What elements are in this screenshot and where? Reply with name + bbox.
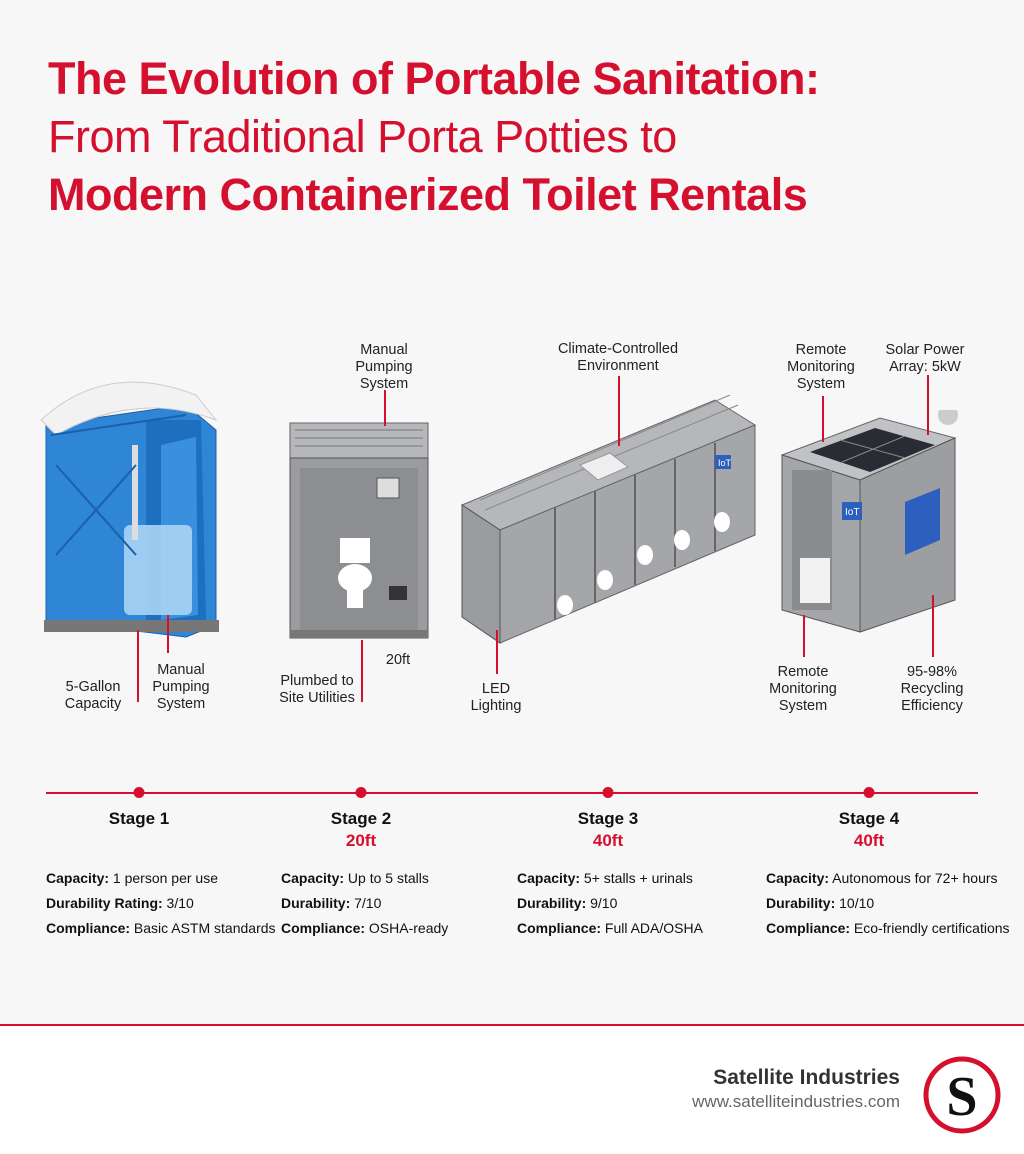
iot-badge: IoT xyxy=(718,458,732,468)
stage-title: Stage 1 xyxy=(108,809,170,828)
compliance-value: Eco-friendly certifications xyxy=(850,920,1010,936)
durability-label: Durability Rating: xyxy=(46,895,163,911)
stage-title: Stage 4 xyxy=(838,809,900,828)
stage-3-header xyxy=(578,808,638,852)
durability-value: 10/10 xyxy=(835,895,875,911)
stage-title: Stage 2 xyxy=(330,809,392,828)
svg-text:S: S xyxy=(946,1066,978,1128)
compliance-value: Full ADA/OSHA xyxy=(601,920,703,936)
capacity-label: Capacity: xyxy=(46,870,110,886)
timeline-dot-2 xyxy=(356,787,367,798)
stage-2-details xyxy=(281,866,448,941)
callout-remote-monitoring-top: Remote Monitoring System xyxy=(787,342,855,392)
stage-size: 20ft xyxy=(345,831,377,850)
callout-s1-manual-pumping: Manual Pumping System xyxy=(152,662,210,712)
callout-climate-controlled: Climate-Controlled Environment xyxy=(557,341,679,374)
capacity-value: Autonomous for 72+ hours xyxy=(829,870,998,886)
satellite-logo-icon xyxy=(922,1055,1002,1135)
compliance-label: Compliance: xyxy=(46,920,131,936)
compliance-label: Compliance: xyxy=(517,920,602,936)
stage-2-header xyxy=(331,808,391,852)
durability-value: 7/10 xyxy=(350,895,382,911)
capacity-label: Capacity: xyxy=(517,870,581,886)
stage-title: Stage 3 xyxy=(577,809,639,828)
compliance-value: Basic ASTM standards xyxy=(130,920,276,936)
callout-5-gallon: 5-Gallon Capacity xyxy=(64,679,122,712)
solar-container-illustration xyxy=(780,410,975,635)
stage-size: 40ft xyxy=(592,831,624,850)
timeline-dot-4 xyxy=(864,787,875,798)
capacity-value: Up to 5 stalls xyxy=(344,870,429,886)
40ft-container-illustration xyxy=(460,395,760,665)
stage-1-header xyxy=(109,808,169,830)
stage-3-details xyxy=(517,866,703,941)
brand-block xyxy=(692,1066,900,1112)
stage-size: 40ft xyxy=(853,831,885,850)
stage-4-details xyxy=(766,866,1010,941)
iot-badge-2: IoT xyxy=(845,507,860,518)
capacity-label: Capacity: xyxy=(281,870,345,886)
callout-led-lighting: LED Lighting xyxy=(470,681,522,714)
timeline-dot-3 xyxy=(603,787,614,798)
durability-value: 9/10 xyxy=(586,895,618,911)
stage-1-details xyxy=(46,866,276,941)
compliance-label: Compliance: xyxy=(281,920,366,936)
durability-label: Durability: xyxy=(766,895,836,911)
20ft-container-illustration xyxy=(285,418,435,643)
callout-s2-manual-pumping: Manual Pumping System xyxy=(355,342,413,392)
capacity-label: Capacity: xyxy=(766,870,830,886)
company-name: Satellite Industries xyxy=(713,1066,900,1089)
compliance-label: Compliance: xyxy=(766,920,851,936)
company-url[interactable]: www.satelliteindustries.com xyxy=(692,1092,900,1111)
compliance-value: OSHA-ready xyxy=(365,920,449,936)
callout-remote-monitoring-bottom: Remote Monitoring System xyxy=(769,664,837,714)
title-line-2: From Traditional Porta Potties to xyxy=(48,111,677,162)
title-line-1: The Evolution of Portable Sanitation: xyxy=(48,53,820,104)
durability-label: Durability: xyxy=(517,895,587,911)
durability-value: 3/10 xyxy=(162,895,194,911)
timeline-dot-1 xyxy=(134,787,145,798)
porta-potty-illustration xyxy=(36,375,226,645)
callout-20ft: 20ft xyxy=(385,652,411,668)
stage-4-header xyxy=(839,808,899,852)
callout-solar-power: Solar Power Array: 5kW xyxy=(885,342,965,375)
title-line-3: Modern Containerized Toilet Rentals xyxy=(48,169,808,220)
callout-recycling-efficiency: 95-98% Recycling Efficiency xyxy=(900,664,964,714)
callout-plumbed: Plumbed to Site Utilities xyxy=(279,673,355,706)
capacity-value: 1 person per use xyxy=(109,870,218,886)
durability-label: Durability: xyxy=(281,895,351,911)
timeline-line xyxy=(46,792,978,794)
page-title xyxy=(48,50,820,224)
capacity-value: 5+ stalls + urinals xyxy=(580,870,693,886)
